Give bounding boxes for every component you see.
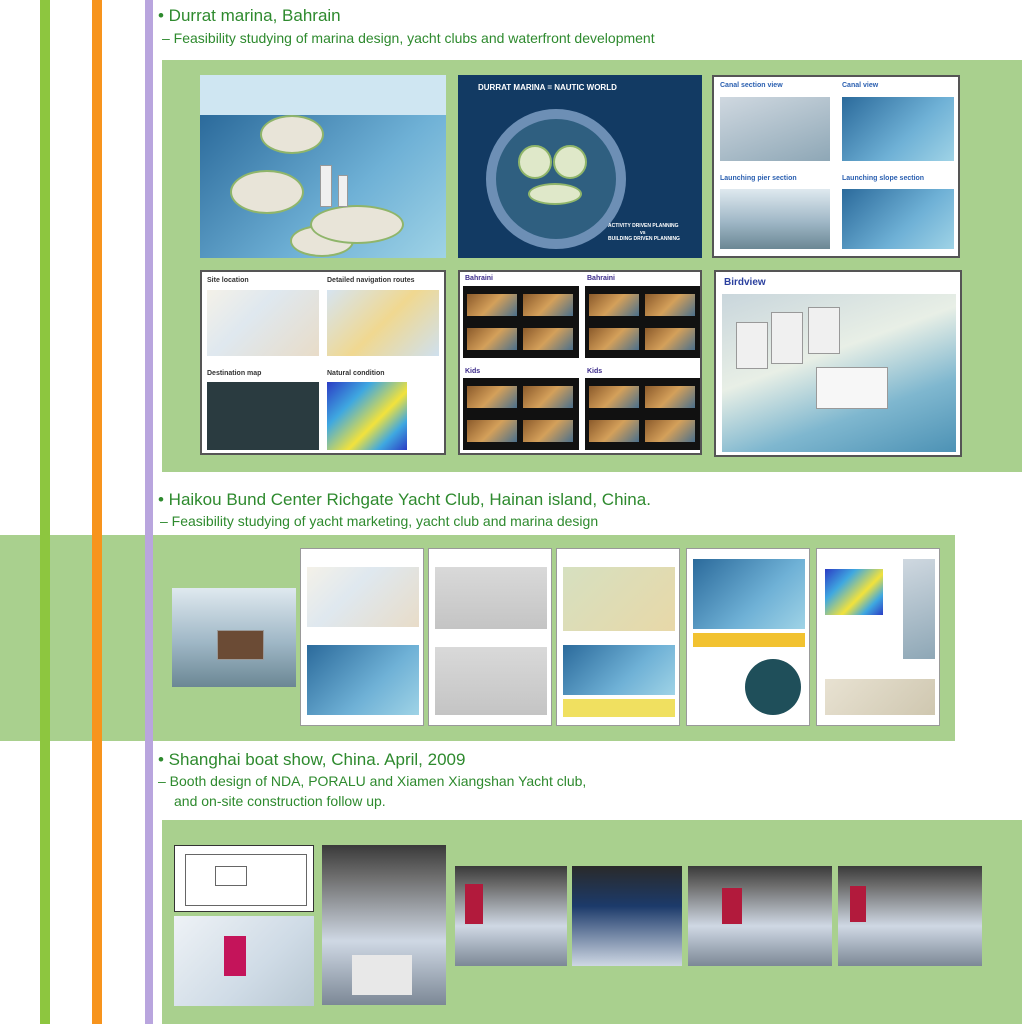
durrat-birdview-panel: [714, 270, 962, 457]
kids-label-1: Kids: [465, 368, 481, 375]
canal-view-label: Canal view: [842, 82, 879, 89]
launching-slope-label: Launching slope section: [842, 175, 925, 182]
section-shanghai-title: • Shanghai boat show, China. April, 2009: [158, 750, 466, 769]
section-shanghai-subtitle-1: – Booth design of NDA, PORALU and Xiamen Xiangshan Yacht club,: [158, 773, 587, 789]
green-vertical-stripe-overlay: [40, 535, 50, 741]
durrat-aerial-render: [200, 75, 446, 258]
booth-3d-render: [174, 916, 314, 1006]
booth-photo-4: [838, 866, 982, 966]
purple-vertical-stripe: [145, 0, 153, 1024]
navigation-routes-label: Detailed navigation routes: [327, 277, 415, 284]
purple-vertical-stripe-overlay: [145, 535, 153, 741]
natural-condition-label: Natural condition: [327, 370, 385, 377]
durrat-nautic-world-panel: [458, 75, 702, 258]
orange-vertical-stripe-overlay: [92, 535, 102, 741]
durrat-site-analysis-panel: [200, 270, 446, 455]
section-durrat-subtitle: – Feasibility studying of marina design, yacht clubs and waterfront development: [162, 30, 655, 46]
durrat-activity-filmstrip-panel: [458, 270, 702, 455]
section-haikou-subtitle: – Feasibility studying of yacht marketing, yacht club and marina design: [160, 513, 599, 529]
canal-section-label: Canal section view: [720, 82, 783, 89]
birdview-label: Birdview: [724, 277, 766, 288]
launching-pier-label: Launching pier section: [720, 175, 797, 182]
kids-label-2: Kids: [587, 368, 603, 375]
booth-interior-photo: [322, 845, 446, 1005]
booth-photo-3: [688, 866, 832, 966]
bahraini-label-1: Bahraini: [465, 275, 494, 282]
section-shanghai-subtitle-2: and on-site construction follow up.: [174, 793, 386, 809]
booth-photo-1: [455, 866, 567, 966]
nautic-world-title: DURRAT MARINA = NAUTIC WORLD: [478, 83, 617, 92]
orange-vertical-stripe: [92, 0, 102, 1024]
haikou-slide-4: [686, 548, 810, 726]
green-vertical-stripe: [40, 0, 50, 1024]
haikou-slide-2: [428, 548, 552, 726]
nautic-caption-1: ACTIVITY DRIVEN PLANNING: [608, 223, 679, 229]
durrat-canal-sections-panel: [712, 75, 960, 258]
booth-photo-2: [572, 866, 682, 966]
site-location-label: Site location: [207, 277, 249, 284]
haikou-slide-1: [300, 548, 424, 726]
haikou-club-render: [172, 588, 296, 687]
destination-map-label: Destination map: [207, 370, 262, 377]
booth-floor-plan: [174, 845, 314, 912]
section-haikou-title: • Haikou Bund Center Richgate Yacht Club, Hainan island, China.: [158, 490, 651, 509]
nautic-caption-3: BUILDING DRIVEN PLANNING: [608, 236, 680, 242]
haikou-slide-5: [816, 548, 940, 726]
section-durrat-title: • Durrat marina, Bahrain: [158, 6, 341, 25]
haikou-slide-3: [556, 548, 680, 726]
nautic-caption-2: vs: [640, 230, 646, 236]
bahraini-label-2: Bahraini: [587, 275, 616, 282]
